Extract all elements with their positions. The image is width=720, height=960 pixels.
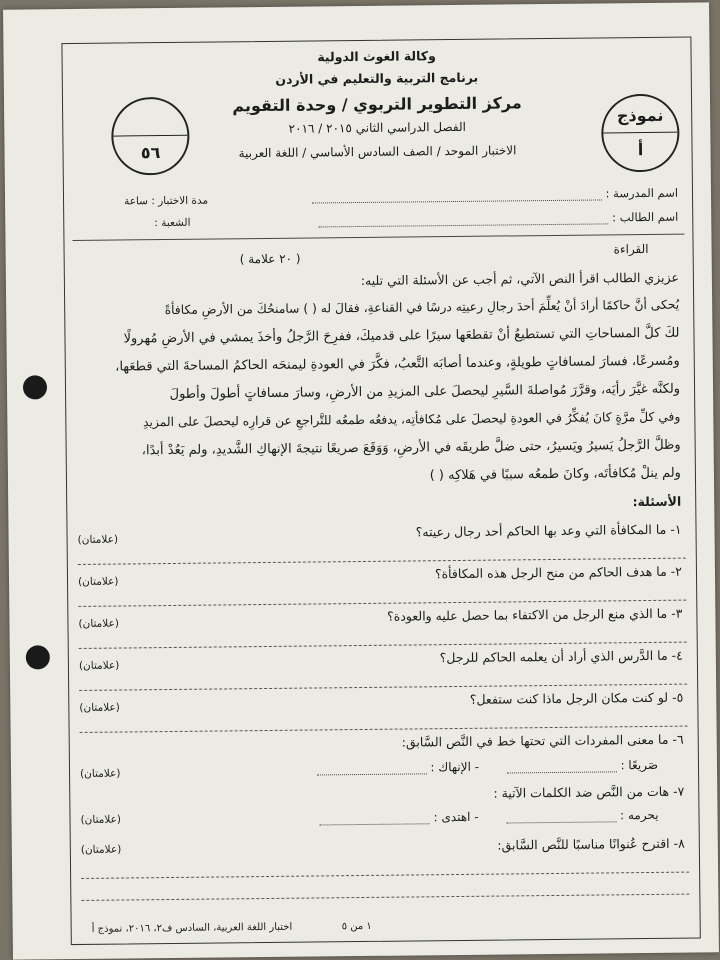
questions-title: الأسئلة: bbox=[632, 493, 682, 510]
exam-code: اختبار اللغة العربية، السادس ف٢، ٢٠١٦، نموذج أ bbox=[91, 921, 293, 935]
divider bbox=[72, 234, 684, 241]
section-label: الشعبة : bbox=[154, 216, 191, 230]
page-frame bbox=[61, 37, 700, 946]
vocab-field-2[interactable] bbox=[317, 773, 427, 775]
agency-title: وكالة الغوث الدولية bbox=[317, 48, 436, 65]
student-field[interactable] bbox=[319, 223, 609, 227]
reading-intro: عزيزي الطالب اقرأ النص الآتي، ثم أجب عن الأسئلة التي تليه: bbox=[360, 269, 679, 288]
question-3: ٣- ما الذي منع الرجل من الاكتفاء بما حصل عليه والعودة؟ bbox=[387, 605, 683, 624]
question-6-marks: (علامتان) bbox=[79, 767, 121, 780]
antonym-field-1[interactable] bbox=[506, 821, 616, 823]
program-title: برنامج التربية والتعليم في الأردن bbox=[275, 69, 479, 87]
question-4: ٤- ما الدَّرس الذي أراد أن يعلمه الحاكم للرجل؟ bbox=[439, 647, 683, 666]
question-8-marks: (علامتان) bbox=[80, 843, 122, 856]
passage-line-2: لكَ كلَّ المساحاتِ التي تستطيعُ أنْ تقطعَها سيرًا على قدميكَ، ففرِحَ الرَّجلُ وأخذَ يمشي في الأرضِ مُهرولًا bbox=[123, 325, 680, 347]
punch-hole bbox=[26, 645, 50, 669]
reading-title: القراءة bbox=[613, 241, 649, 257]
passage-line-5: وفي كلِّ مرَّةٍ كانَ يُفكِّرُ في العودةِ ليحصلَ على مُكافأتِه، يدفعُه طمعُه للتَّراجعِ عن قرارِه ليحصلَ على المزيدِ bbox=[142, 409, 681, 430]
duration-label: مدة الاختبار : ساعة bbox=[123, 194, 209, 208]
school-field[interactable] bbox=[312, 199, 602, 203]
vocab-field-1[interactable] bbox=[507, 771, 617, 773]
answer-line[interactable] bbox=[81, 872, 689, 879]
vocab-item-2: - الإنهاك : bbox=[426, 759, 480, 775]
student-row bbox=[318, 210, 678, 228]
question-1: ١- ما المكافأة التي وعد بها الحاكم أحد رجال رعيته؟ bbox=[415, 521, 682, 540]
center-title: مركز التطوير التربوي / وحدة التقويم bbox=[232, 93, 522, 116]
question-1-marks: (علامتان) bbox=[77, 533, 119, 546]
student-label: اسم الطالب : bbox=[612, 209, 679, 225]
exam-sheet bbox=[3, 2, 719, 959]
model-box bbox=[601, 94, 680, 173]
answer-line[interactable] bbox=[81, 894, 689, 901]
punch-hole bbox=[23, 375, 47, 399]
passage-line-4: ولكنَّه غيَّرَ رأيَه، وقرَّرَ مُواصلةَ السَّيرِ ليحصلَ على المزيدِ من الأرضِ، وسارَ مسافاتٍ أطولَ وأطولَ bbox=[169, 381, 681, 402]
question-7: ٧- هات من النَّص ضد الكلمات الآتية : bbox=[493, 783, 685, 801]
passage-line-7: ولم ينلْ مُكافأتَه، وكانَ طمعُه سببًا في هَلاكِه ( ) bbox=[429, 465, 682, 484]
school-row bbox=[312, 186, 678, 204]
question-2-marks: (علامتان) bbox=[77, 575, 119, 588]
question-4-marks: (علامتان) bbox=[78, 659, 120, 672]
model-label: نموذج bbox=[616, 105, 664, 126]
question-5-marks: (علامتان) bbox=[79, 701, 120, 714]
question-3-marks: (علامتان) bbox=[78, 617, 119, 630]
model-value: أ bbox=[637, 140, 644, 160]
antonym-item-2: - اهتدى : bbox=[429, 809, 479, 825]
antonym-item-1: يحرمه : bbox=[616, 807, 659, 823]
question-8: ٨- اقترح عُنوانًا مناسبًا للنَّص السَّابق: bbox=[497, 835, 685, 853]
score-box bbox=[111, 97, 190, 176]
antonym-field-2[interactable] bbox=[320, 823, 430, 825]
school-label: اسم المدرسة : bbox=[605, 185, 679, 201]
question-6: ٦- ما معنى المفردات التي تحتها خط في النَّص السَّابق: bbox=[401, 731, 684, 750]
reading-marks: ( ٢٠ علامة ) bbox=[239, 251, 301, 267]
score-value: ٥٦ bbox=[140, 143, 161, 163]
passage-line-3: ومُسرعًا، فسارَ لمسافاتٍ طويلةٍ، وعندما أصابَه التَّعبُ، فكَّرَ في العودةِ ليمنحَه الحاكمُ المساحةَ التي قطعَها، bbox=[115, 353, 680, 375]
question-7-marks: (علامتان) bbox=[80, 813, 122, 826]
page-number: ١ من ٥ bbox=[341, 920, 372, 933]
question-2: ٢- ما هدف الحاكم من منح الرجل هذه المكافأة؟ bbox=[434, 563, 683, 582]
passage-line-6: وظلَّ الرَّجلُ يَسيرُ ويَسيرُ، حتى ضلَّ طريقَه في الأرضِ، وَوَقَعَ صريعًا نتيجةَ الإنهاكِ الشَّديدِ، ولم يَعُدْ أبدًا، bbox=[141, 437, 681, 459]
question-5: ٥- لو كنت مكان الرجل ماذا كنت ستفعل؟ bbox=[469, 689, 684, 707]
semester-line: الفصل الدراسي الثاني ٢٠١٥ / ٢٠١٦ bbox=[288, 119, 467, 136]
passage-line-1: يُحكى أنَّ حاكمًا أرادَ أنْ يُعلِّمَ أحدَ رجالِ رعيتِه درسًا في القناعةِ، فقالَ له ( ) سامنحُكَ من الأرضِ مكافأةً bbox=[164, 297, 680, 318]
vocab-row bbox=[317, 758, 658, 776]
exam-line: الاختبار الموحد / الصف السادس الأساسي / اللغة العربية bbox=[238, 143, 517, 161]
vocab-item-1: صَريعًا : bbox=[616, 757, 659, 773]
antonyms-row bbox=[320, 808, 659, 826]
